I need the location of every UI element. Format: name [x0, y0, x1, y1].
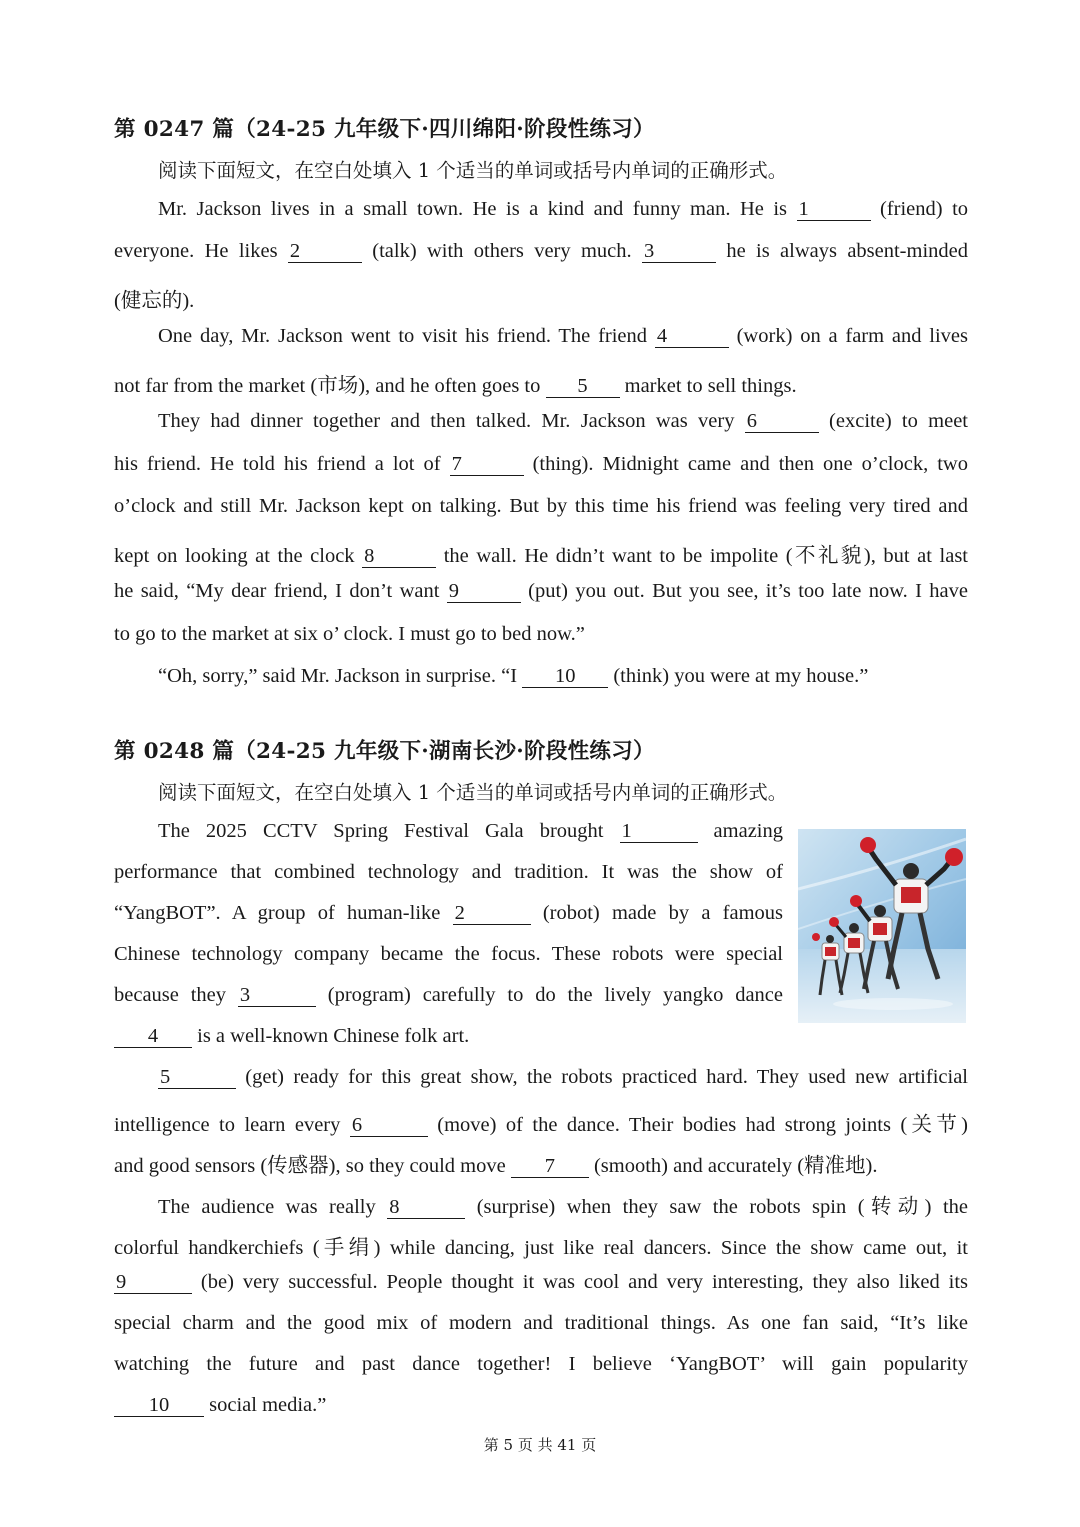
instruction: 阅读下面短文，在空白处填入 1 个适当的单词或括号内单词的正确形式。 [158, 781, 788, 804]
blank-9[interactable]: 9 [447, 581, 521, 603]
page-footer: 第 5 页 共 41 页 [483, 1436, 597, 1454]
text-line: Chinese technology company became the focus. These robots were special [114, 943, 783, 965]
blank-9[interactable]: 9 [114, 1272, 192, 1294]
text-line: his friend. He told his friend a lot of 7 (thing). Midnight came and then one o’clock, two [114, 453, 968, 475]
text-line: special charm and the good mix of modern and traditional things. As one fan said, “It’s like [114, 1312, 968, 1334]
text-line: 5 (get) ready for this great show, the robots practiced hard. They used new artificial [160, 1066, 968, 1088]
blank-10[interactable]: 10 [522, 666, 608, 688]
blank-2[interactable]: 2 [453, 903, 531, 925]
blank-2[interactable]: 2 [288, 241, 362, 263]
text-line: The audience was really 8 (surprise) when they saw the robots spin (转动) the [158, 1196, 968, 1218]
text-line: to go to the market at six o’ clock. I must go to bed now.” [114, 623, 585, 645]
text-line: “Oh, sorry,” said Mr. Jackson in surprise. “I 10 (think) you were at my house.” [158, 665, 869, 687]
blank-10[interactable]: 10 [114, 1395, 204, 1417]
blank-6[interactable]: 6 [745, 411, 819, 433]
text-line: One day, Mr. Jackson went to visit his friend. The friend 4 (work) on a farm and lives [158, 325, 968, 347]
text-line: The 2025 CCTV Spring Festival Gala brought 1 amazing [158, 820, 783, 842]
blank-1[interactable]: 1 [797, 199, 871, 221]
text-line: performance that combined technology and tradition. It was the show of [114, 861, 783, 883]
text-line: kept on looking at the clock 8 the wall. He didn’t want to be impolite (不礼貌), but at last [114, 545, 969, 567]
blank-7[interactable]: 7 [450, 454, 524, 476]
blank-4[interactable]: 4 [655, 326, 729, 348]
text-line: They had dinner together and then talked. Mr. Jackson was very 6 (excite) to meet [158, 410, 968, 432]
text-line: 4 is a well-known Chinese folk art. [114, 1025, 469, 1048]
text-line: (健忘的). [114, 290, 195, 312]
blank-4[interactable]: 4 [114, 1026, 192, 1048]
blank-3[interactable]: 3 [238, 985, 316, 1007]
blank-5[interactable]: 5 [158, 1067, 236, 1089]
text-line: intelligence to learn every 6 (move) of the dance. Their bodies had strong joints (关节) [114, 1114, 968, 1136]
blank-7[interactable]: 7 [511, 1156, 589, 1178]
text-line: because they 3 (program) carefully to do the lively yangko dance [114, 984, 784, 1006]
text-line: o’clock and still Mr. Jackson kept on talking. But by this time his friend was feeling very tired and [114, 495, 968, 517]
blank-6[interactable]: 6 [350, 1115, 428, 1137]
text-line: everyone. He likes 2 (talk) with others very much. 3 he is always absent-minded [114, 240, 969, 262]
section-title-0247: 第 0247 篇（24-25 九年级下·四川绵阳·阶段性练习） [114, 117, 655, 142]
text-line: watching the future and past dance together! I believe ‘YangBOT’ will gain popularity [114, 1353, 968, 1375]
text-line: colorful handkerchiefs (手绢) while dancing, just like real dancers. Since the show came out, it [114, 1237, 968, 1259]
text-line: and good sensors (传感器), so they could move 7 (smooth) and accurately (精准地). [114, 1155, 878, 1177]
text-line: “YangBOT”. A group of human-like 2 (robot) made by a famous [114, 902, 783, 924]
text-line: not far from the market (市场), and he often goes to 5 market to sell things. [114, 375, 797, 397]
robot-dancers-icon [798, 829, 966, 1023]
text-line: Mr. Jackson lives in a small town. He is a kind and funny man. He is 1 (friend) to [158, 198, 969, 220]
blank-5[interactable]: 5 [546, 376, 620, 398]
instruction: 阅读下面短文，在空白处填入 1 个适当的单词或括号内单词的正确形式。 [158, 159, 788, 182]
section-title-0248: 第 0248 篇（24-25 九年级下·湖南长沙·阶段性练习） [114, 739, 655, 764]
blank-8[interactable]: 8 [362, 546, 436, 568]
blank-3[interactable]: 3 [642, 241, 716, 263]
text-line: he said, “My dear friend, I don’t want 9 (put) you out. But you see, it’s too late now. I have [114, 580, 969, 602]
text-line: 10 social media.” [114, 1394, 326, 1417]
blank-1[interactable]: 1 [620, 821, 698, 843]
robot-dancers-photo [798, 829, 966, 1023]
text-line: 9 (be) very successful. People thought it was cool and very interesting, they also liked its [116, 1271, 968, 1293]
blank-8[interactable]: 8 [387, 1197, 465, 1219]
